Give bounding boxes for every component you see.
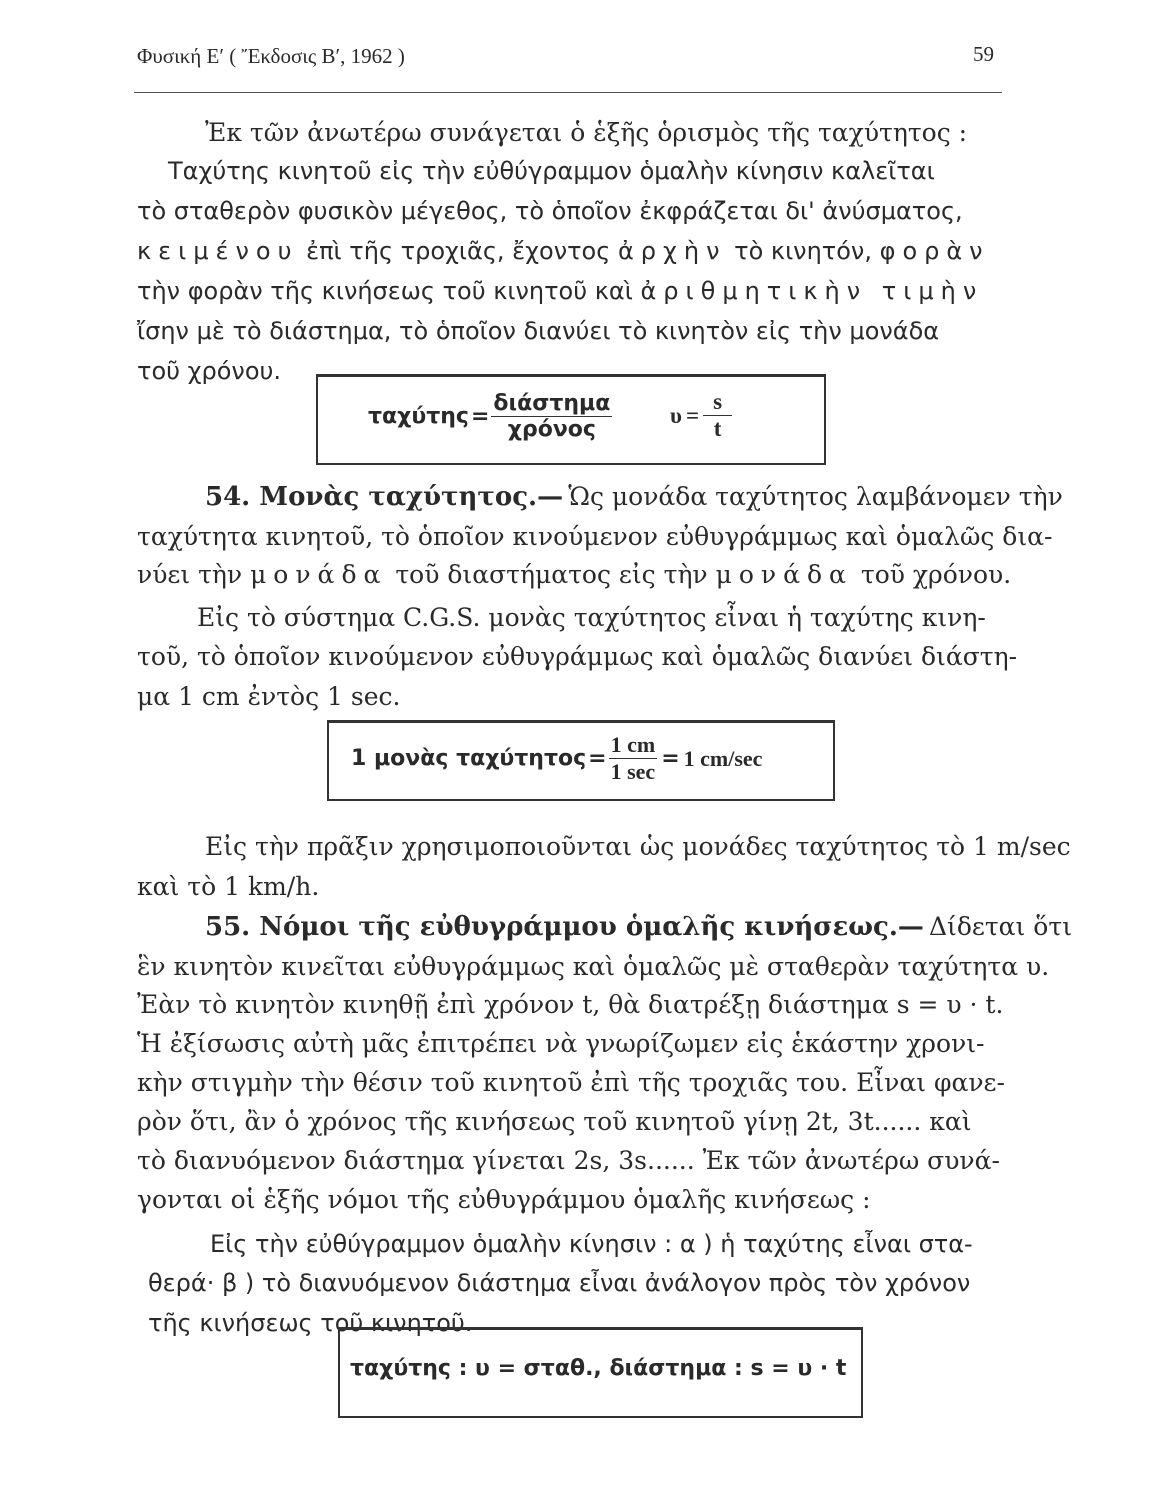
definition-line-6: τοῦ χρόνου. [137,357,282,385]
section-55-para2-line-2: θερά· β ) τὸ διανυόμενον διάστημα εἶναι ἀνάλογον πρὸς τὸν χρόνον [148,1269,971,1297]
section-54-para2-line-2: τοῦ, τὸ ὁποῖον κινούμενον εὐθυγράμμως καὶ ὁμαλῶς διανύει διάστη- [137,642,1018,671]
emphasis-keimenou: κειμένου [137,237,299,265]
emphasis-foran: φορὰν [879,237,990,265]
section-54-para2-line-1: Εἰς τὸ σύστημα C.G.S. μονὰς ταχύτητος εἶναι ἡ ταχύτης κινη- [197,603,986,632]
section-55-para2-line-1: Εἰς τὴν εὐθύγραμμον ὁμαλὴν κίνησιν : α ) ἡ ταχύτης εἶναι στα- [210,1230,973,1258]
section-55-para2-line-3: τῆς κινήσεως τοῦ κινητοῦ. [148,1309,473,1337]
section-55-line-8: γονται οἱ ἑξῆς νόμοι τῆς εὐθυγράμμου ὁμαλῆς κινήσεως : [137,1185,871,1214]
section-54-heading: 54. Μονὰς ταχύτητος.— [205,482,564,512]
section-55-heading: 55. Νόμοι τῆς εὐθυγράμμου ὁμαλῆς κινήσεως.— [205,912,924,942]
section-54-line-1: 54. Μονὰς ταχύτητος.— Ὡς μονάδα ταχύτητος λαμβάνομεν τὴν [205,482,1063,512]
fraction-s-over-t: $\frac{s}{t}$ [703,389,732,442]
emphasis-monada-2: μονάδα [715,560,853,589]
definition-line-3: κειμένου ἐπὶ τῆς τροχιᾶς, ἔχοντος ἀρχὴν τὸ κινητόν, φορὰν [137,237,990,265]
formula-speed-symbols: υ = $\frac{s}{t}$ [670,389,732,442]
running-header-title: Φυσική Ε′ ( Ἔκδοσις Β′, 1962 ) [137,44,405,68]
practice-line-2: καὶ τὸ 1 km/h. [137,872,320,901]
section-55-line-2: ἓν κινητὸν κινεῖται εὐθυγράμμως καὶ ὁμαλῶς μὲ σταθερὰν ταχύτητα υ. [137,952,1050,981]
emphasis-monada-1: μονάδα [250,560,388,589]
section-55-line-3: Ἐὰν τὸ κινητὸν κινηθῇ ἐπὶ χρόνον t, θὰ διατρέξῃ διάστημα s = υ · t. [137,990,1004,1019]
header-rule [134,92,1002,93]
section-55-line-4: Ἡ ἐξίσωσις αὐτὴ μᾶς ἐπιτρέπει νὰ γνωρίζωμεν εἰς ἑκάστην χρονι- [137,1029,985,1058]
formula-unit-of-speed: 1 μονὰς ταχύτητος = $\frac{1 cm}{1 \sec}$ = 1 cm/sec [351,732,763,784]
section-55-line-5: κὴν στιγμὴν τὴν θέσιν τοῦ κινητοῦ ἐπὶ τῆς τροχιᾶς του. Εἶναι φανε- [137,1068,1005,1097]
formula-speed-words: ταχύτης = $\frac{\text{διάστημα}}{\text{χρόνος}}$ [368,391,611,442]
page-number: 59 [973,42,994,66]
definition-line-4: τὴν φορὰν τῆς κινήσεως τοῦ κινητοῦ καὶ ἀριθμητικὴν τιμὴν [137,277,984,305]
definition-line-2: τὸ σταθερὸν φυσικὸν μέγεθος, τὸ ὁποῖον ἐκφράζεται δι' ἀνύσματος, [137,197,963,225]
emphasis-archin: ἀρχὴν [617,237,727,265]
intro-line: Ἐκ τῶν ἀνωτέρω συνάγεται ὁ ἑξῆς ὁρισμὸς τῆς ταχύτητος : [205,118,968,147]
formula-uniform-motion-laws: ταχύτης : υ = σταθ., διάστημα : s = υ · t [350,1356,847,1381]
fraction-distance-over-time: $\frac{\text{διάστημα}}{\text{χρόνος}}$ [493,391,611,442]
definition-line-1: Ταχύτης κινητοῦ εἰς τὴν εὐθύγραμμον ὁμαλὴν κίνησιν καλεῖται [168,157,935,185]
section-55-line-6: ρὸν ὅτι, ἂν ὁ χρόνος τῆς κινήσεως τοῦ κινητοῦ γίνῃ 2t, 3t...... καὶ [137,1107,972,1136]
formula-box-speed-definition [316,374,826,465]
practice-line-1: Εἰς τὴν πρᾶξιν χρησιμοποιοῦνται ὡς μονάδες ταχύτητος τὸ 1 m/sec [205,832,1071,861]
formula-box-uniform-motion-laws [338,1327,863,1418]
section-54-line-2: ταχύτητα κινητοῦ, τὸ ὁποῖον κινούμενον εὐθυγράμμως καὶ ὁμαλῶς δια- [137,522,1053,551]
section-55-line-7: τὸ διανυόμενον διάστημα γίνεται 2s, 3s...... Ἐκ τῶν ἀνωτέρω συνά- [137,1146,1000,1175]
formula-box-unit-of-speed [327,720,835,801]
fraction-cm-over-sec: $\frac{1 cm}{1 \sec}$ [610,732,656,784]
section-54-line-3: νύει τὴν μονάδα τοῦ διαστήματος εἰς τὴν μονάδα τοῦ χρόνου. [137,560,1012,589]
emphasis-arithmitikin-timin: ἀριθμητικὴν τιμὴν [640,277,984,305]
section-55-line-1: 55. Νόμοι τῆς εὐθυγράμμου ὁμαλῆς κινήσεως.— Δίδεται ὅτι [205,912,1072,942]
section-54-para2-line-3: μα 1 cm ἐντὸς 1 sec. [137,682,401,711]
definition-line-5: ἴσην μὲ τὸ διάστημα, τὸ ὁποῖον διανύει τὸ κινητὸν εἰς τὴν μονάδα [137,317,940,345]
